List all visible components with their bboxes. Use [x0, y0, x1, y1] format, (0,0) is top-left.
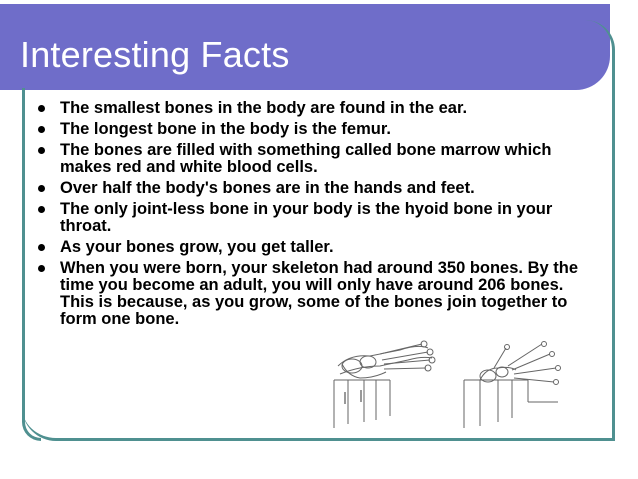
list-item — [38, 239, 598, 256]
hand-bones-diagram — [458, 340, 568, 432]
slide-title: Interesting Facts — [20, 34, 290, 75]
bullet-icon — [38, 265, 45, 272]
list-item-text: Over half the body's bones are in the hands and feet. — [60, 179, 475, 197]
list-item — [38, 201, 598, 235]
list-item — [38, 142, 598, 176]
bullet-icon — [38, 244, 45, 251]
list-item — [38, 100, 598, 117]
bullet-list — [38, 100, 598, 332]
bullet-icon — [38, 126, 45, 133]
list-item-text: The smallest bones in the body are found in the ear. — [60, 99, 468, 117]
list-item-text: The bones are filled with something called bone marrow which makes red and white blood cells. — [60, 141, 552, 176]
list-item-text: When you were born, your skeleton had around 350 bones. By the time you become an adult, you will only have around 206 bones. This is because, as you grow, some of the bones join together to form one bone. — [60, 259, 579, 328]
bullet-icon — [38, 185, 45, 192]
list-item-text: The only joint-less bone in your body is the hyoid bone in your throat. — [60, 200, 553, 235]
list-item-text: As your bones grow, you get taller. — [60, 238, 334, 256]
bullet-icon — [38, 147, 45, 154]
bullet-icon — [38, 105, 45, 112]
bullet-icon — [38, 206, 45, 213]
list-item — [38, 260, 598, 328]
foot-bones-diagram — [330, 336, 440, 430]
list-item — [38, 180, 598, 197]
list-item-text: The longest bone in the body is the femur. — [60, 120, 391, 138]
list-item — [38, 121, 598, 138]
